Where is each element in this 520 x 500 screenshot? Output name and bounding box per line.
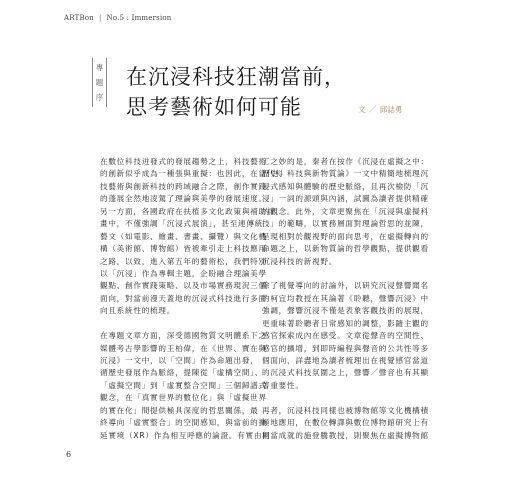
body-line: 的柯宜均教授在其論著《聆聽，聲響沉浸》中 (262, 293, 429, 303)
body-paragraph (262, 156, 429, 268)
body-line: 構（美術館、博物館）皆被牽引走上科技應用 (100, 244, 267, 254)
body-line: 浸式感知與體驗的歷史脈絡，且再次檢防「沉 (262, 181, 429, 191)
body-line: 感官探索成內在感受。文章從聲音的空間性、 (262, 331, 429, 341)
body-line: 終導向「虛實整合」的空間感知，與當前的擴 (100, 418, 267, 428)
paragraph-gap (262, 392, 422, 404)
body-line: 之路。以致，進入第五年的藝術松，我們特別 (100, 256, 267, 266)
paragraph-gap (100, 318, 260, 330)
body-line: 強調，聲響沉浸不僅是表象客觀技術的展現， (262, 306, 429, 316)
section-tag-char: 題 (95, 78, 104, 87)
byline-separator: ／ (366, 105, 379, 114)
page-title (126, 62, 346, 122)
body-line: 著重要性。 (262, 380, 304, 390)
section-tag-char: 序 (95, 93, 104, 102)
body-line: 命題之上，以新物質論的哲學觀點，提供觀看 (262, 244, 429, 254)
body-column-right (262, 156, 429, 442)
body-line: 歷史、科技與新物質論》一文中精簡地梳理沉 (262, 169, 429, 179)
body-line: 呈現相對於觀視野的面向思考，在虛擬轉向的 (262, 231, 429, 241)
body-line: 「虛擬空間」到「虛實整合空間」三個歸譜式 (100, 380, 267, 390)
body-line: 的創新似乎成為一種張與重擬：也因此，在當代科 (100, 169, 284, 179)
body-paragraph (100, 156, 284, 318)
body-line: 延實境（XR）作為相互呼應的論證。有實由同 (100, 430, 271, 440)
body-line: 的沉浸式科技氛圍之上，聲響／聲音也有其顯 (262, 368, 429, 378)
body-line: 在數位科技迸發式的發展趨勢之上，科技藝術 (100, 157, 267, 166)
body-line: 相當成就的施登騰教授，則聚焦在虛擬博物館 (262, 430, 429, 440)
body-line: 的蓬展全然地凌駕了理論與美學的發展速度。 (100, 194, 267, 204)
body-line: 更重味著聆聽者日常感知的調整，影隨主觀的 (262, 318, 429, 328)
body-line: 極地應用，在數位轉譯與數位博物館研究上有 (262, 418, 429, 428)
title-line: 思考藝術如何可能 (126, 95, 302, 119)
byline (358, 104, 402, 115)
body-line: 觀點、創作實踐策略、以及市場實務現況三個 (100, 281, 267, 291)
section-tag-char: 專 (95, 63, 104, 72)
body-line: 沉浸科技的新視野。 (262, 256, 338, 266)
body-line: 另一方面，各國政府在扶植多文化政策與補助計 (100, 206, 276, 216)
body-line: 感官的擴增，到即時編程與聲音的公共性等多 (262, 343, 429, 353)
body-line: 的實在化」間提供極具深度的哲思關係，最 (100, 405, 259, 415)
byline-prefix: 文 (358, 105, 366, 114)
body-line: 向且系統性的梳理。 (100, 306, 176, 316)
body-line: 循歷史發展作為脈絡，提陳從「虛構空間」、 (100, 368, 264, 378)
title-line: 在沉浸科技狂潮當前， (126, 65, 346, 89)
body-line: 藝文（如電影、繪畫、書畫、攝覽）與文化機 (100, 231, 267, 241)
body-line: 的觀念。此外，文章更聚焦在「沉浸與虛擬科 (262, 206, 429, 216)
body-line: 以「沉浸」作為專輯主題，企盼融合理論美學 (100, 268, 267, 278)
body-line: 浸」一詞的源頭與內涵，試圖為讀者提供精確 (262, 194, 429, 204)
running-head-separator: | (98, 14, 102, 22)
issue-label: No.5 : Immersion (106, 14, 172, 22)
body-paragraph (262, 280, 429, 392)
body-line: 工之妙的是，秦者在按作《沉浸在虛擬之中： (262, 157, 429, 166)
body-line: 除了視覺導向的討論外，以研究沉浸聲響聞名 (262, 281, 429, 291)
section-tag (92, 58, 107, 107)
body-line: 觀念，在「真實世界的數位化」與「虛擬世界 (100, 393, 267, 403)
body-line: 沉浸》一文中，以「空間」作為命題出發， (100, 356, 259, 365)
body-line: 媒體考古學影響的王柏偉，在《世界、寶在與 (100, 343, 267, 353)
body-line: 畫中，不僅強調「沉浸式展演」，甚至連傳統 (100, 219, 264, 229)
journal-name: ARTBon (64, 14, 94, 22)
body-line: 再者，沉浸科技同樣也被博物館等文化機構積 (262, 405, 429, 415)
page-number: 6 (66, 450, 72, 459)
running-head (64, 14, 172, 22)
author-name: 邱誌勇 (379, 105, 403, 114)
body-line: 在專題文章方面，深受德國物質文明體系下之 (100, 331, 267, 341)
body-line: 面向，對當前漫天蓋地的沉浸式科技進行多面 (100, 293, 267, 303)
body-line: 技」的範疇，以實務層面對理論哲思的並陳， (262, 219, 429, 229)
paragraph-gap (262, 268, 422, 280)
body-paragraph (262, 405, 429, 442)
body-line: 技藝術與創新科技的跨域融合之際，創作實踐 (100, 181, 267, 191)
body-paragraph (100, 330, 271, 442)
body-line: 個面向，詳盡地為讀者梳理出在視覺感官當道 (262, 356, 429, 365)
